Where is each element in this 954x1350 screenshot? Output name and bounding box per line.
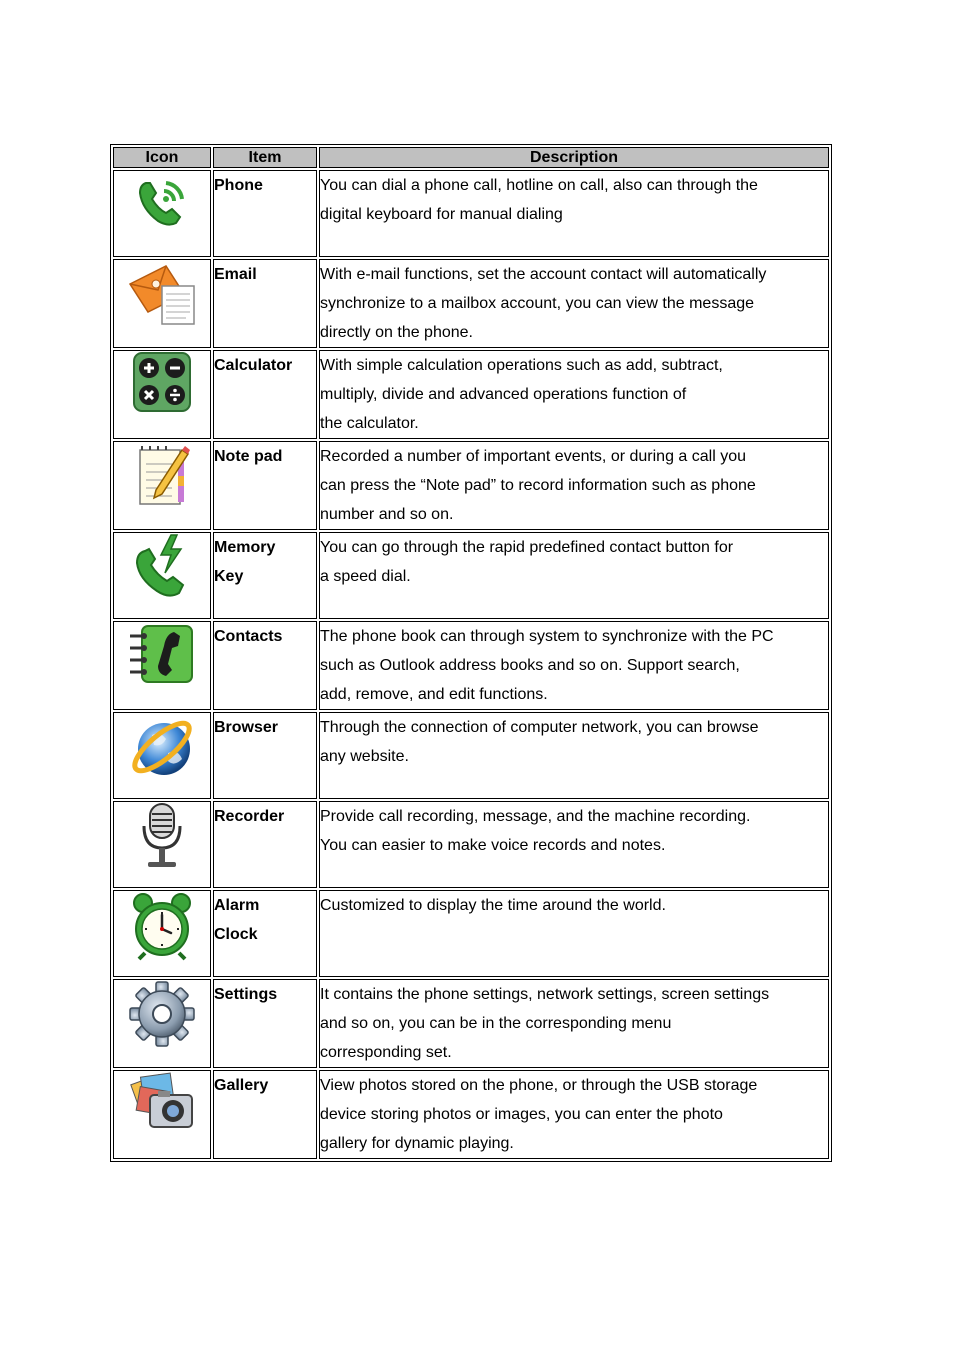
item-description: Recorded a number of important events, or during a call you can press the “Note pad” to record information such as phone number and so on.: [319, 441, 829, 530]
item-description: You can go through the rapid predefined contact button for a speed dial.: [319, 532, 829, 619]
settings-icon: [128, 980, 196, 1048]
icon-cell: [113, 350, 211, 439]
item-name: Memory Key: [213, 532, 317, 619]
item-description: Provide call recording, message, and the machine recording. You can easier to make voice records and notes.: [319, 801, 829, 888]
table-row: [113, 712, 829, 799]
item-description: The phone book can through system to synchronize with the PC such as Outlook address books and so on. Support search, add, remove, and edit functions.: [319, 621, 829, 710]
table-row: [113, 441, 829, 530]
feature-table-container: [110, 144, 832, 1162]
icon-cell: [113, 712, 211, 799]
item-name: Browser: [213, 712, 317, 799]
note-pad-icon: [132, 442, 192, 508]
table-row: [113, 801, 829, 888]
header-icon: Icon: [113, 147, 211, 168]
icon-cell: [113, 441, 211, 530]
table-row: [113, 979, 829, 1068]
calculator-icon: [132, 351, 192, 413]
phone-icon: [132, 171, 192, 231]
item-description: Customized to display the time around the world.: [319, 890, 829, 977]
header-item: Item: [213, 147, 317, 168]
table-header-row: [113, 147, 829, 168]
header-description: Description: [319, 147, 829, 168]
item-name: Contacts: [213, 621, 317, 710]
item-description: Through the connection of computer network, you can browse any website.: [319, 712, 829, 799]
alarm-clock-icon: [131, 891, 193, 961]
item-description: You can dial a phone call, hotline on call, also can through the digital keyboard for manual dialing: [319, 170, 829, 257]
icon-cell: [113, 259, 211, 348]
item-name: Gallery: [213, 1070, 317, 1159]
browser-icon: [128, 713, 196, 779]
table-row: [113, 890, 829, 977]
table-row: [113, 621, 829, 710]
icon-cell: [113, 1070, 211, 1159]
table-row: [113, 532, 829, 619]
item-name: Alarm Clock: [213, 890, 317, 977]
item-name: Phone: [213, 170, 317, 257]
icon-cell: [113, 890, 211, 977]
gallery-icon: [128, 1071, 196, 1133]
item-description: View photos stored on the phone, or through the USB storage device storing photos or images, you can enter the photo gallery for dynamic playing.: [319, 1070, 829, 1159]
icon-cell: [113, 621, 211, 710]
item-name: Calculator: [213, 350, 317, 439]
icon-cell: [113, 532, 211, 619]
memory-key-icon: [131, 533, 193, 601]
item-name: Settings: [213, 979, 317, 1068]
icon-cell: [113, 801, 211, 888]
icon-cell: [113, 170, 211, 257]
email-icon: [126, 260, 198, 326]
table-row: [113, 1070, 829, 1159]
item-name: Note pad: [213, 441, 317, 530]
table-row: [113, 259, 829, 348]
item-description: It contains the phone settings, network settings, screen settings and so on, you can be in the corresponding menu corresponding set.: [319, 979, 829, 1068]
item-description: With simple calculation operations such as add, subtract, multiply, divide and advanced operations function of the calculator.: [319, 350, 829, 439]
table-row: [113, 350, 829, 439]
contacts-icon: [128, 622, 196, 686]
table-row: [113, 170, 829, 257]
recorder-icon: [140, 802, 184, 870]
item-name: Email: [213, 259, 317, 348]
icon-cell: [113, 979, 211, 1068]
item-name: Recorder: [213, 801, 317, 888]
feature-table: [110, 144, 832, 1162]
item-description: With e-mail functions, set the account contact will automatically synchronize to a mailbox account, you can view the message directly on the phone.: [319, 259, 829, 348]
